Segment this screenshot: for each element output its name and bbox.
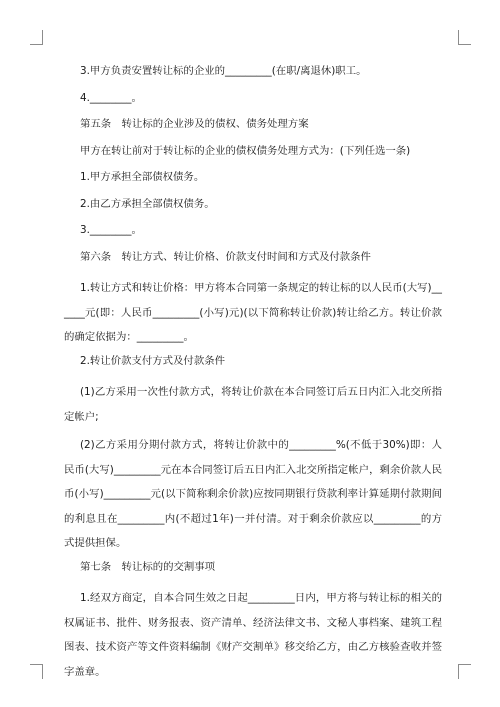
document-body <box>64 64 442 688</box>
crop-mark-bottom-right <box>458 664 471 679</box>
paragraph-debt-option-3: 3.________。 <box>80 224 142 236</box>
article-5-heading: 第五条 转让标的企业涉及的债权、债务处理方案 <box>80 118 309 130</box>
paragraph-item-4: 4.________。 <box>80 91 142 104</box>
paragraph-debt-option-1: 1.甲方承担全部债权债务。 <box>80 171 205 183</box>
article-6-heading: 第六条 转让方式、转让价格、价款支付时间和方式及付款条件 <box>80 250 371 263</box>
paragraph-installment-payment: (2)乙方采用分期付款方式，将转让价款中的_________%(不低于30%)即：人民币(大写)_________元在本合同签订后五日内汇入北交所指定帐户，剩余价款人民币(小写)_________元(以下简称剩余价款)应按同期银行贷款利率计算延期付款期间的利息且在_________内(不超过1年)一并付清。对于剩余价款应以_________的方式提供担保。 <box>64 439 442 549</box>
crop-mark-top-right <box>458 30 471 45</box>
paragraph-debt-option-2: 2.由乙方承担全部债权债务。 <box>80 197 215 210</box>
paragraph-staff-placement: 3.甲方负责安置转让标的企业的_________(在职/离退休)职工。 <box>80 65 367 77</box>
crop-mark-bottom-left <box>30 664 43 679</box>
paragraph-transfer-price: 1.转让方式和转让价格：甲方将本合同第一条规定的转让标的以人民币(大写)______元(即：人民币_________(小写)元)(以下简称转让价款)转让给乙方。转让价款的确定依据为：_________。 <box>64 282 442 343</box>
paragraph-lump-sum-payment: (1)乙方采用一次性付款方式，将转让价款在本合同签订后五日内汇入北交所指定帐户; <box>64 386 442 423</box>
crop-mark-top-left <box>30 30 43 45</box>
paragraph-handover: 1.经双方商定，自本合同生效之日起_________日内，甲方将与转让标的相关的权属证书、批件、财务报表、资产清单、经济法律文书、文秘人事档案、建筑工程图表、技术资产等文件资料编制《财产交割单》移交给乙方，由乙方核验查收并签字盖章。 <box>64 592 442 678</box>
paragraph-payment-method-heading: 2.转让价款支付方式及付款条件 <box>80 354 225 367</box>
paragraph-debt-handling-intro: 甲方在转让前对于转让标的企业的债权债务处理方式为：(下列任选一条) <box>80 144 411 157</box>
article-7-heading: 第七条 转让标的的交割事项 <box>80 560 216 573</box>
